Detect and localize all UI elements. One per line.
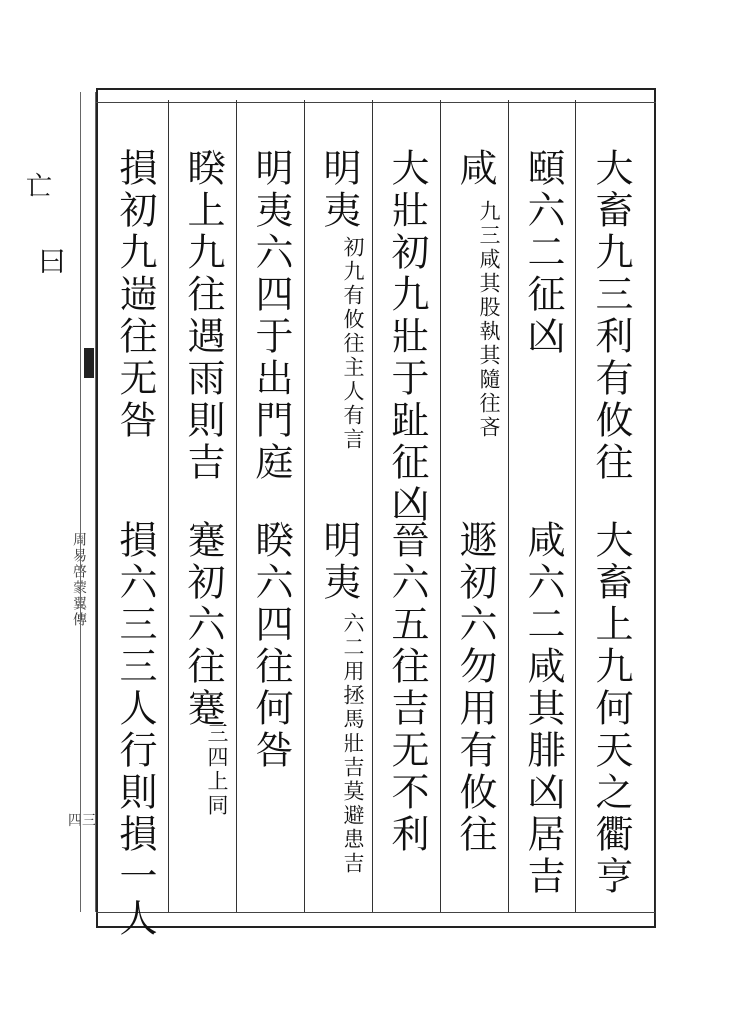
column-7-upper: 睽上九往遇雨則吉	[181, 148, 225, 484]
column-5-upper-note: 初九有攸往主人有言	[341, 236, 365, 452]
column-5-upper: 明夷	[317, 148, 361, 232]
column-3-upper: 咸	[453, 148, 497, 190]
frame-top-band	[96, 88, 656, 103]
column-rule	[372, 100, 373, 912]
column-2-upper: 頤六二征凶	[521, 148, 565, 358]
column-6-lower: 睽六四往何咎	[249, 520, 293, 772]
column-8-upper: 損初九遄往无咎	[113, 148, 157, 442]
column-1-lower: 大畜上九何天之衢亨	[589, 520, 633, 898]
frame-inner-rule	[655, 510, 656, 920]
column-5-lower-note: 六二用拯馬壯吉莫避患吉	[341, 612, 365, 876]
margin-folio: 四三	[68, 813, 96, 829]
column-rule	[304, 100, 305, 912]
margin-top-mark: 亡	[26, 172, 53, 202]
column-3-upper-note: 九三咸其股執其隨往吝	[477, 200, 501, 440]
column-8-lower: 損六三三人行則損一人	[113, 520, 157, 940]
margin-char: 曰	[38, 245, 67, 278]
column-rule	[168, 100, 169, 912]
column-7-lower: 蹇初六往蹇	[181, 520, 225, 730]
column-rule	[236, 100, 237, 912]
column-7-lower-note: 三四上同	[205, 722, 229, 818]
fore-edge-strip	[80, 92, 96, 912]
column-4-upper: 大壯初九壯于趾征凶	[385, 148, 429, 526]
column-5-lower: 明夷	[317, 520, 361, 604]
column-4-lower: 晉六五往吉无不利	[385, 520, 429, 856]
margin-book-title: 周易啓蒙翼傳	[71, 532, 87, 628]
column-rule	[575, 100, 576, 912]
column-rule	[508, 100, 509, 912]
column-6-upper: 明夷六四于出門庭	[249, 148, 293, 484]
fish-tail-mark	[84, 348, 94, 378]
column-2-lower: 咸六二咸其腓凶居吉	[521, 520, 565, 898]
frame-bottom-band	[96, 912, 656, 929]
column-rule	[440, 100, 441, 912]
column-3-lower: 遯初六勿用有攸往	[453, 520, 497, 856]
column-1-upper: 大畜九三利有攸往	[589, 148, 633, 484]
